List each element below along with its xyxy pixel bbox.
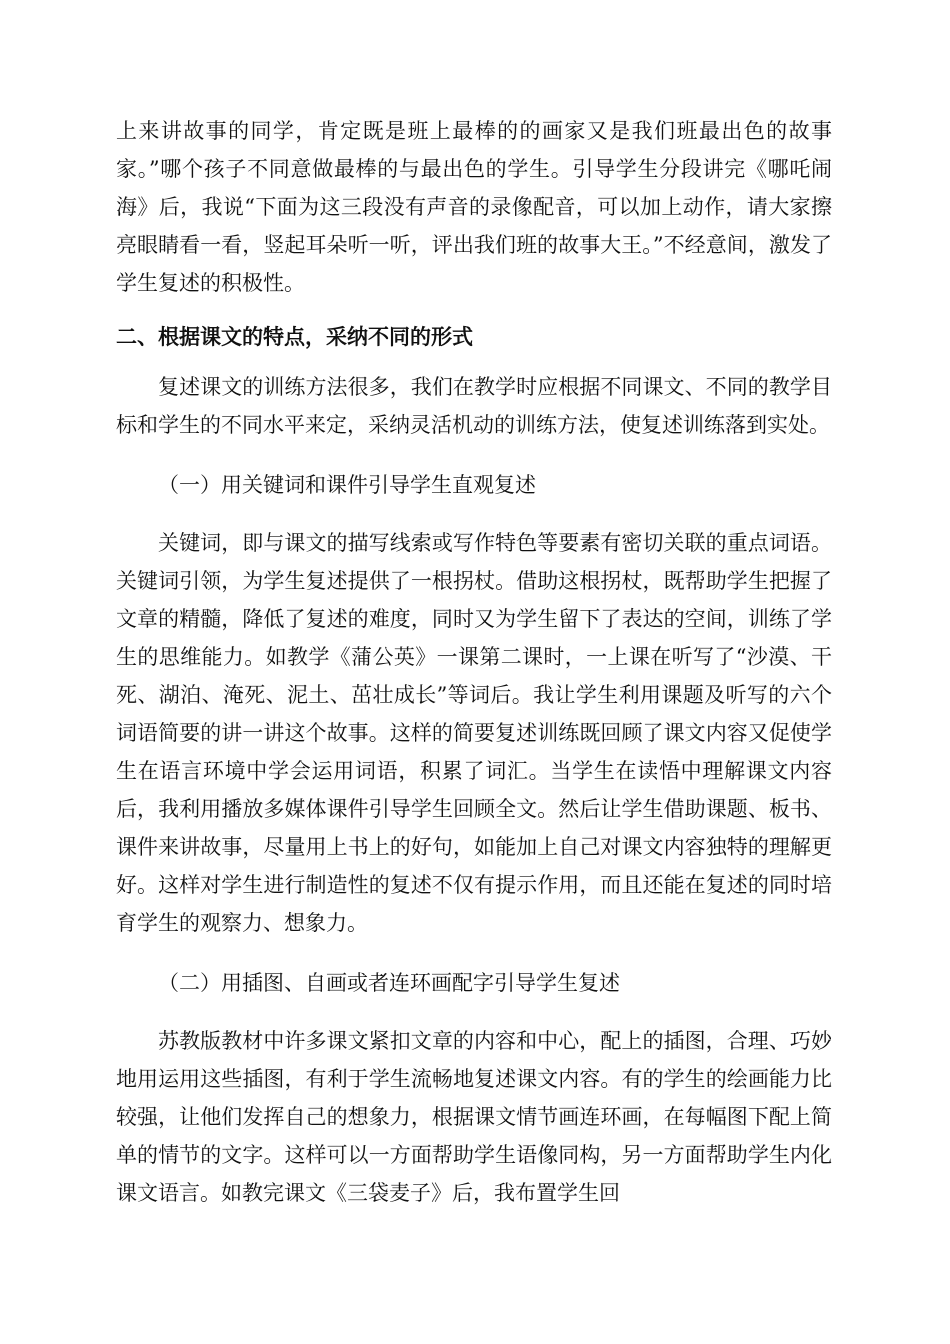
section-heading: 二、根据课文的特点，采纳不同的形式	[116, 325, 473, 349]
subsection-heading-keywords: （一）用关键词和课件引导学生直观复述	[158, 473, 536, 497]
paragraph-illustrations: 苏教版教材中许多课文紧扣文章的内容和中心，配上的插图，合理、巧妙地用运用这些插图，有利于学生流畅地复述课文内容。有的学生的绘画能力比较强，让他们发挥自己的想象力，根据课文情节画连环画，在每幅图下配上简单的情节的文字。这样可以一方面帮助学生语像同构，另一方面帮助学生内化课文语言。如教完课文《三袋麦子》后，我布置学生回	[116, 1029, 832, 1205]
paragraph-keywords: 关键词，即与课文的描写线索或写作特色等要素有密切关联的重点词语。关键词引领，为学生复述提供了一根拐杖。借助这根拐杖，既帮助学生把握了文章的精髓，降低了复述的难度，同时又为学生留下了表达的空间，训练了学生的思维能力。如教学《蒲公英》一课第二课时，一上课在听写了“沙漠、干死、湖泊、淹死、泥土、茁壮成长”等词后。我让学生利用课题及听写的六个词语简要的讲一讲这个故事。这样的简要复述训练既回顾了课文内容又促使学生在语言环境中学会运用词语，积累了词汇。当学生在读悟中理解课文内容后，我利用播放多媒体课件引导学生回顾全文。然后让学生借助课题、板书、课件来讲故事，尽量用上书上的好句，如能加上自己对课文内容独特的理解更好。这样对学生进行制造性的复述不仅有提示作用，而且还能在复述的同时培育学生的观察力、想象力。	[116, 531, 832, 935]
paragraph-methods: 复述课文的训练方法很多，我们在教学时应根据不同课文、不同的教学目标和学生的不同水平来定，采纳灵活机动的训练方法，使复述训练落到实处。	[116, 375, 832, 437]
subsection-heading-illustrations: （二）用插图、自画或者连环画配字引导学生复述	[158, 971, 620, 995]
paragraph-continued: 上来讲故事的同学，肯定既是班上最棒的的画家又是我们班最出色的故事家。”哪个孩子不同意做最棒的与最出色的学生。引导学生分段讲完《哪吒闹海》后，我说“下面为这三段没有声音的录像配音，可以加上动作，请大家擦亮眼睛看一看，竖起耳朵听一听，评出我们班的故事大王。”不经意间，激发了学生复述的积极性。	[116, 119, 832, 295]
document-body	[116, 112, 832, 1212]
